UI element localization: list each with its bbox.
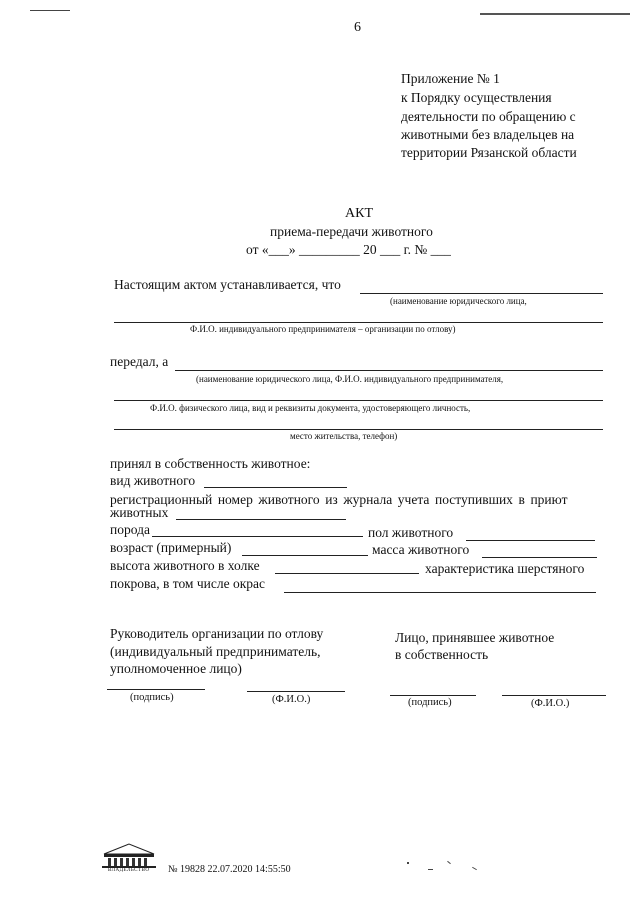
sex-label: пол животного [368, 525, 454, 540]
intro-text: Настоящим актом устанавливается, что [114, 277, 341, 292]
act-date-line: от «___» _________ 20 ___ г. № ___ [246, 242, 451, 257]
right-name-label: (Ф.И.О.) [531, 698, 570, 709]
reg-number-label: регистрационный номер животного из журнала учета поступивших в приют [110, 492, 568, 507]
scan-speck-4 [472, 867, 477, 870]
left-signer-line-2: (индивидуальный предприниматель, [110, 644, 321, 659]
left-signer-line-3: уполномоченное лицо) [110, 661, 242, 676]
intro-hint-2: Ф.И.О. индивидуального предпринимателя – организации по отлову) [190, 324, 456, 334]
height-label: высота животного в холке [110, 558, 260, 573]
weight-fill-line [482, 557, 597, 558]
act-title: АКТ [345, 206, 373, 221]
intro-fill-line [360, 293, 603, 294]
weight-label: масса животного [372, 542, 470, 557]
coat-label: характеристика шерстяного [425, 561, 585, 576]
right-signer-line-2: в собственность [395, 647, 489, 662]
left-name-label: (Ф.И.О.) [272, 694, 311, 705]
breed-label: порода [110, 522, 150, 537]
scan-artifact-top [30, 10, 70, 11]
age-label: возраст (примерный) [110, 540, 232, 555]
act-subtitle: приема-передачи животного [270, 224, 433, 239]
left-signature-line [107, 689, 205, 690]
right-signer-line-1: Лицо, принявшее животное [395, 630, 555, 645]
left-name-line [247, 691, 345, 692]
animals-label: животных [110, 505, 169, 520]
transfer-fill-line-2 [114, 400, 603, 401]
height-fill-line [275, 573, 419, 574]
kind-fill-line [204, 487, 347, 488]
appendix-line-2: к Порядку осуществления [401, 90, 552, 105]
right-signature-label: (подпись) [408, 697, 452, 708]
appendix-line-4: животными без владельцев на [401, 127, 575, 142]
scan-speck-2 [428, 869, 433, 870]
intro-fill-line-2 [114, 322, 603, 323]
transfer-text: передал, а [110, 354, 169, 369]
page-number: 6 [354, 20, 361, 35]
scan-speck-3 [447, 861, 451, 864]
appendix-line-3: деятельности по обращению с [401, 109, 576, 124]
transfer-hint-3: место жительства, телефон) [290, 431, 398, 441]
left-signature-label: (подпись) [130, 692, 174, 703]
transfer-fill-line-3 [114, 429, 603, 430]
intro-hint-1: (наименование юридического лица, [390, 296, 527, 306]
kind-label: вид животного [110, 473, 196, 488]
scan-artifact-top-right [480, 13, 630, 15]
age-fill-line [242, 555, 368, 556]
right-name-line [502, 695, 606, 696]
transfer-fill-line [175, 370, 603, 371]
transfer-hint-2: Ф.И.О. физического лица, вид и реквизиты документа, удостоверяющего личность, [150, 403, 471, 413]
scan-speck-1 [407, 862, 409, 864]
appendix-line-5: территории Рязанской области [401, 145, 577, 160]
breed-fill-line [152, 536, 363, 537]
sex-fill-line [466, 540, 595, 541]
reg-number-fill-line [176, 519, 346, 520]
registration-record: № 19828 22.07.2020 14:55:50 [168, 864, 291, 875]
appendix-line-1: Приложение № 1 [401, 71, 500, 86]
left-signer-line-1: Руководитель организации по отлову [110, 626, 324, 641]
coat-label-2: покрова, в том числе окрас [110, 576, 266, 591]
coat-fill-line [284, 592, 596, 593]
transfer-hint-1: (наименование юридического лица, Ф.И.О. индивидуального предпринимателя, [196, 374, 504, 384]
right-signature-line [390, 695, 476, 696]
accepted-text: принял в собственность животное: [110, 456, 311, 471]
stamp-caption: ВЛАДЕЛЬСТВО [108, 868, 150, 873]
